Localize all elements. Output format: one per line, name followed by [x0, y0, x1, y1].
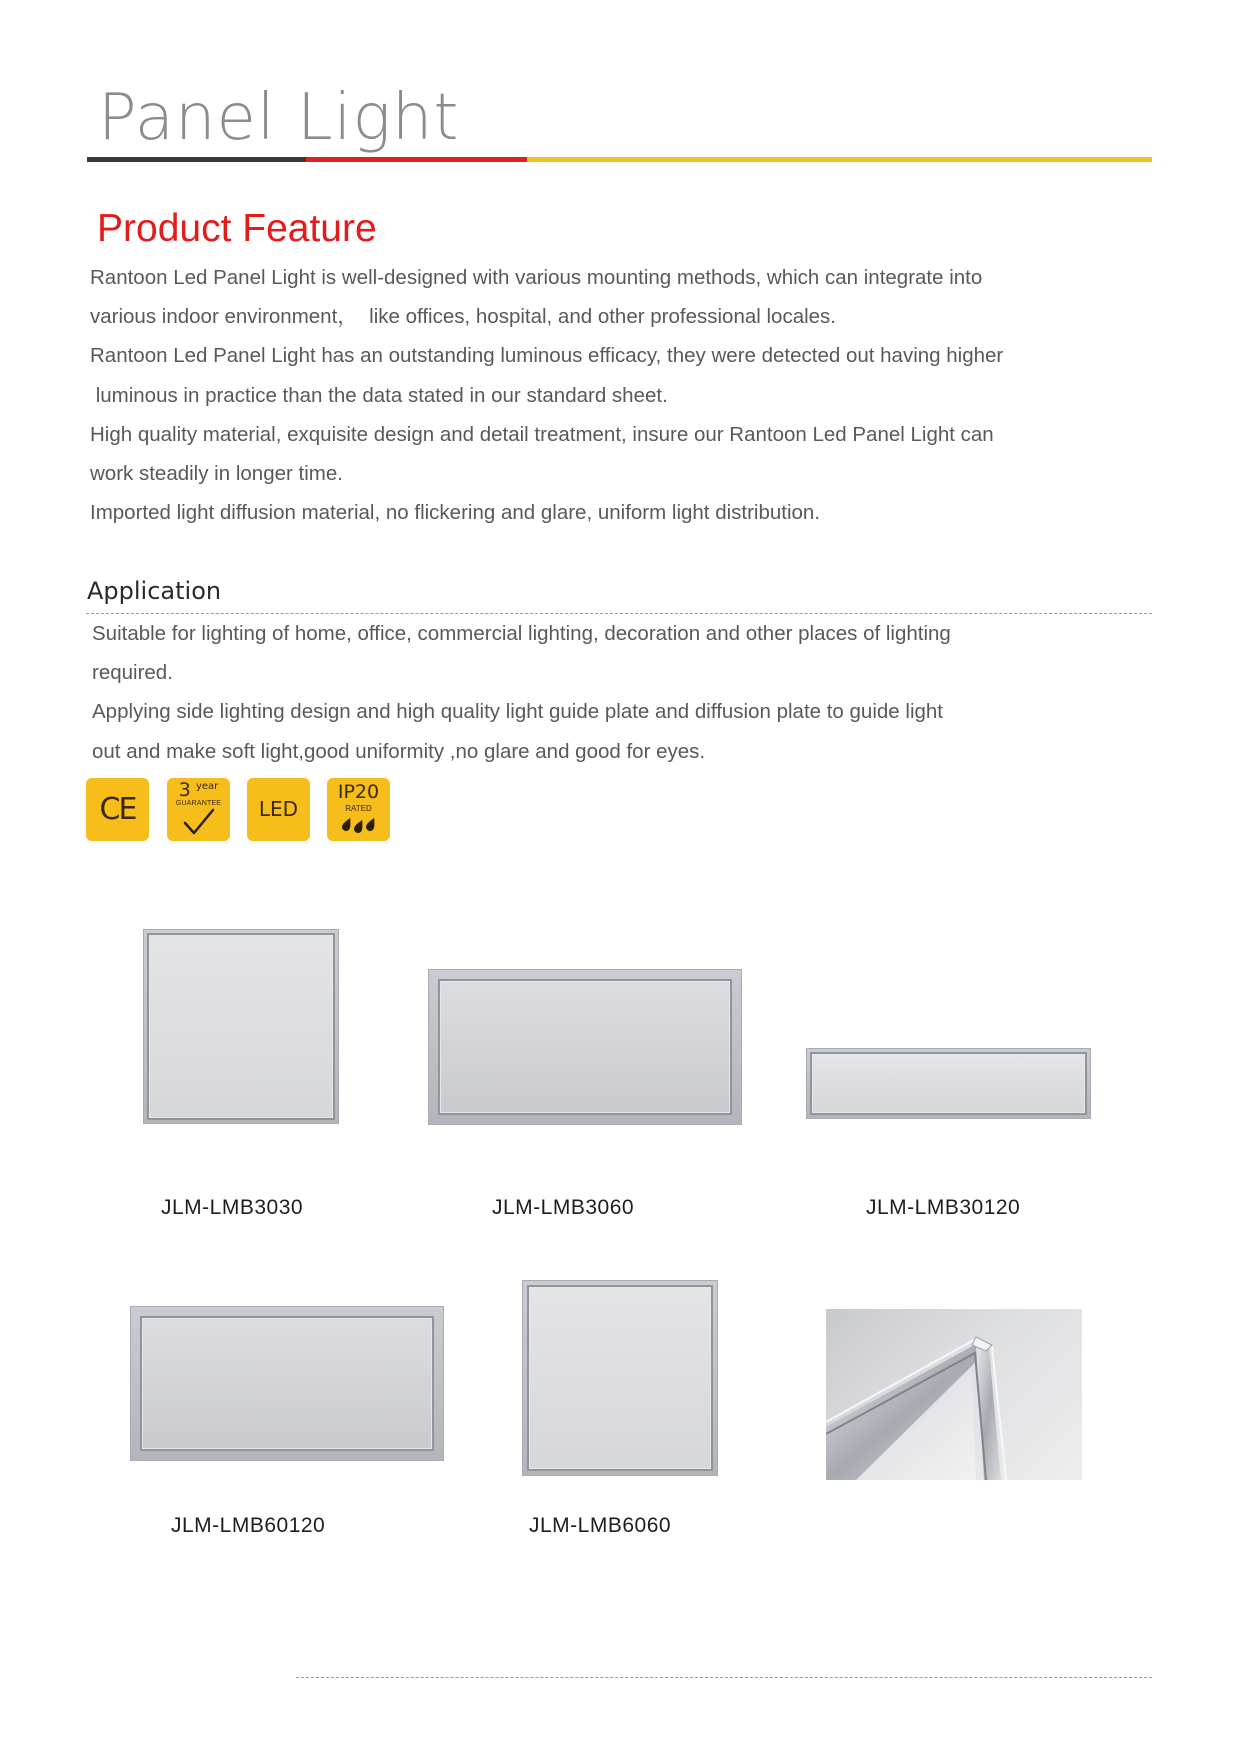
- feature-line: High quality material, exquisite design and detail treatment, insure our Rantoon Led Panel Light can: [90, 422, 994, 446]
- guarantee-years: 3: [178, 779, 191, 801]
- ip-rating: IP20: [337, 781, 380, 803]
- application-line: Applying side lighting design and high quality light guide plate and diffusion plate to guide light: [92, 700, 943, 724]
- application-line: out and make soft light,good uniformity ,no glare and good for eyes.: [92, 739, 706, 763]
- model-label-60120: JLM-LMB60120: [171, 1514, 326, 1537]
- feature-line: work steadily in longer time.: [90, 462, 343, 486]
- model-label-3030: JLM-LMB3030: [161, 1196, 304, 1219]
- feature-line: Rantoon Led Panel Light is well-designed with various mounting methods, which can integrate into: [90, 266, 983, 289]
- product-feature-text: [90, 258, 1150, 532]
- page-title: Panel Light: [98, 81, 460, 155]
- guarantee-unit: year: [195, 781, 219, 792]
- feature-line: Rantoon Led Panel Light has an outstanding luminous efficacy, they were detected out having higher: [90, 344, 1004, 368]
- guarantee-badge: [167, 778, 230, 841]
- water-drops-icon: [340, 815, 378, 835]
- ce-badge: CE: [86, 778, 149, 841]
- application-heading: Application: [87, 577, 222, 605]
- model-label-3060: JLM-LMB3060: [492, 1196, 635, 1219]
- title-rule-red: [306, 157, 527, 162]
- application-line: required.: [92, 661, 173, 685]
- led-badge: LED: [247, 778, 310, 841]
- ip20-badge: [327, 778, 390, 841]
- application-line: Suitable for lighting of home, office, commercial lighting, decoration and other places of lighting: [92, 622, 951, 645]
- feature-line: luminous in practice than the data stated in our standard sheet.: [90, 383, 668, 407]
- panel-image-3030: [143, 929, 339, 1124]
- model-label-30120: JLM-LMB30120: [866, 1196, 1021, 1219]
- panel-image-60120: [130, 1306, 444, 1461]
- panel-image-3060: [428, 969, 742, 1125]
- panel-image-30120: [806, 1048, 1091, 1119]
- footer-divider: [296, 1677, 1152, 1678]
- title-rule-dark: [87, 157, 306, 162]
- title-rule-yellow: [527, 157, 1152, 162]
- model-label-6060: JLM-LMB6060: [529, 1514, 672, 1537]
- application-text: [92, 614, 1152, 771]
- feature-line: Imported light diffusion material, no flickering and glare, uniform light distribution.: [90, 501, 821, 525]
- product-feature-heading: Product Feature: [97, 207, 377, 250]
- guarantee-label: GUARANTEE: [175, 800, 222, 807]
- frame-corner-photo: [826, 1309, 1082, 1480]
- ip-rated-label: RATED: [345, 804, 372, 813]
- panel-image-6060: [522, 1280, 718, 1476]
- checkmark-icon: [183, 808, 215, 836]
- feature-line: various indoor environment， like offices, hospital, and other professional locales.: [90, 305, 836, 329]
